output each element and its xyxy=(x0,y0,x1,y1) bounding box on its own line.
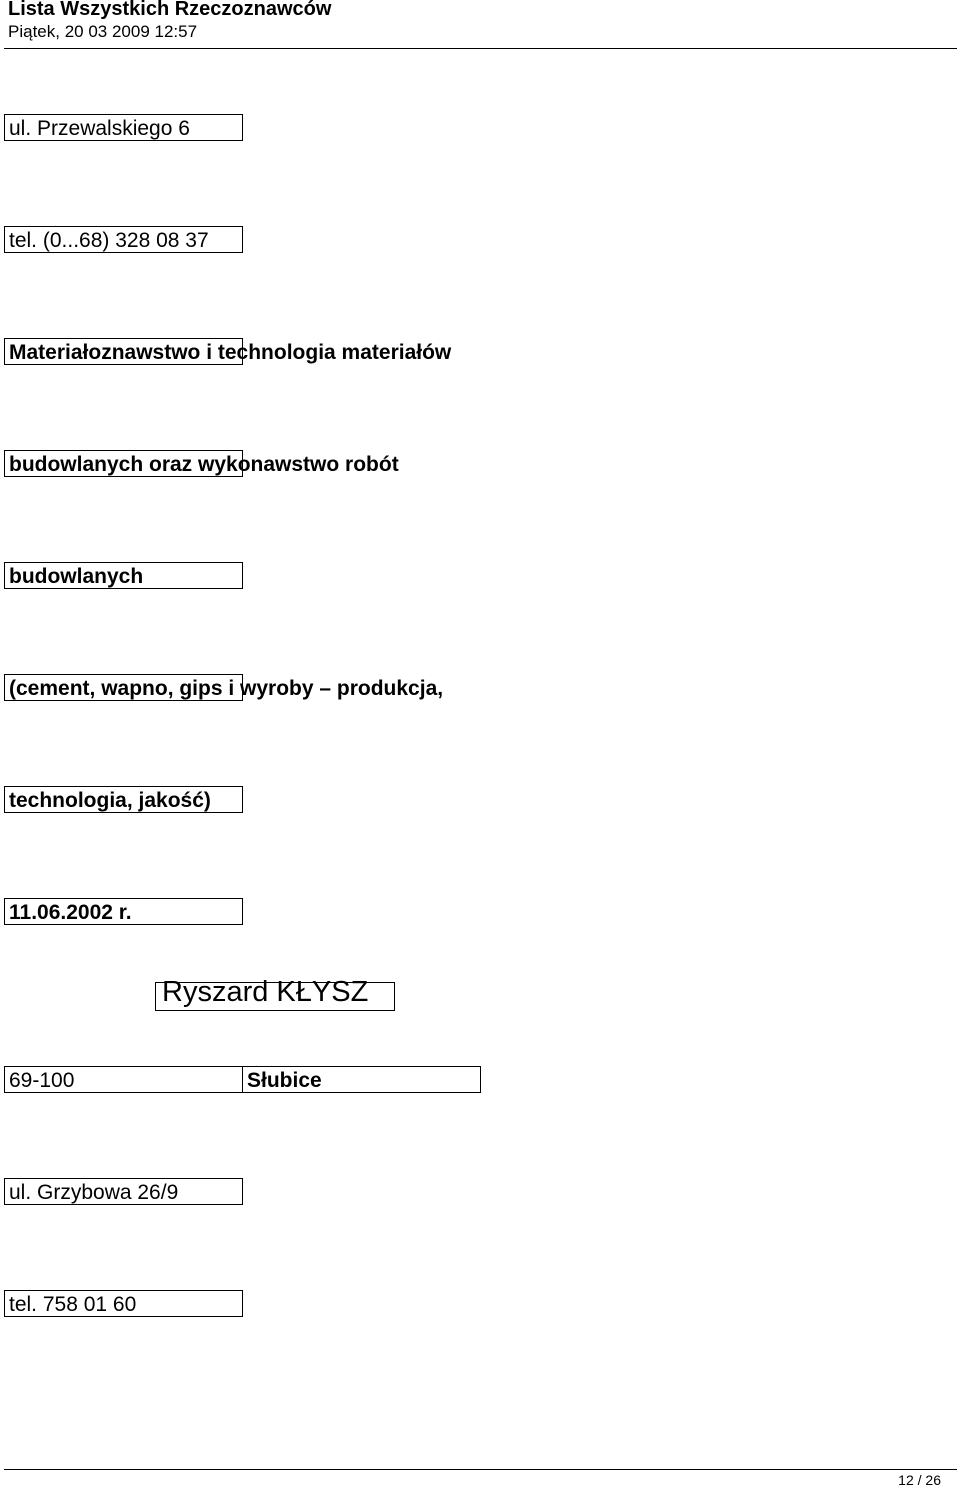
page-number: 12 / 26 xyxy=(898,1472,941,1488)
phone-text: tel. 758 01 60 xyxy=(9,1293,137,1316)
date-text: 11.06.2002 r. xyxy=(9,901,132,924)
header-divider xyxy=(4,48,957,49)
expert-name: Ryszard KŁYSZ xyxy=(162,976,369,1008)
document-date: Piątek, 20 03 2009 12:57 xyxy=(8,22,198,41)
city-text: Słubice xyxy=(247,1069,322,1092)
specialty-line-3: budowlanych xyxy=(9,565,144,588)
document-title: Lista Wszystkich Rzeczoznawców xyxy=(8,0,332,20)
footer-divider xyxy=(4,1469,957,1470)
street-text: ul. Przewalskiego 6 xyxy=(9,117,190,140)
specialty-line-4: (cement, wapno, gips i wyroby – produkcja, xyxy=(9,677,444,700)
postal-code-text: 69-100 xyxy=(9,1069,75,1092)
specialty-line-2: budowlanych oraz wykonawstwo robót xyxy=(9,453,399,476)
street-text: ul. Grzybowa 26/9 xyxy=(9,1181,179,1204)
specialty-line-1: Materiałoznawstwo i technologia materiałów xyxy=(9,341,452,364)
specialty-line-5: technologia, jakość) xyxy=(9,789,211,812)
phone-text: tel. (0...68) 328 08 37 xyxy=(9,229,209,252)
